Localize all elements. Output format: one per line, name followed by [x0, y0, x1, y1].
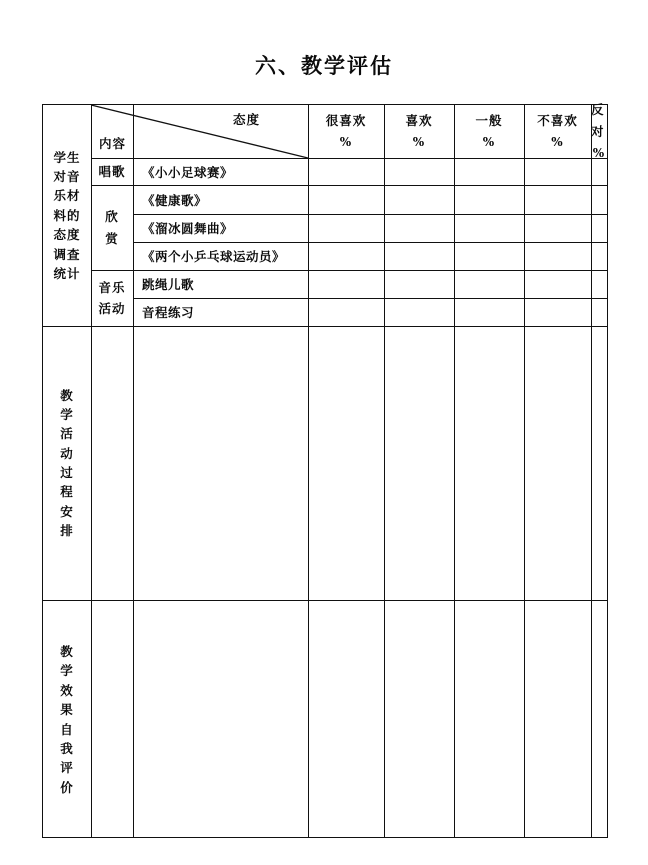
scale-label: 一般 [475, 113, 503, 129]
header-diagonal-cell [91, 105, 308, 158]
data-cell[interactable] [384, 270, 454, 298]
data-cell[interactable] [591, 242, 607, 270]
item-cell-yincheng-lianxi [133, 298, 308, 326]
label-line: 安 [60, 503, 74, 519]
label-line: 评 [60, 760, 74, 776]
data-cell[interactable] [524, 185, 591, 214]
section-label-process [43, 326, 91, 600]
data-cell[interactable] [308, 158, 384, 185]
group-label-line: 欣 [105, 209, 119, 225]
scale-label: 喜欢 [405, 113, 433, 129]
page-title: 六、教学评估 [255, 53, 393, 78]
data-cell[interactable] [384, 185, 454, 214]
label-line: 学 [60, 663, 74, 679]
label-line: 果 [60, 702, 74, 718]
item-name: 《溜冰圆舞曲》 [142, 221, 234, 236]
process-blank-group[interactable] [91, 326, 133, 600]
label-line: 动 [60, 445, 74, 461]
data-cell[interactable] [591, 270, 607, 298]
label-line: 教 [60, 644, 74, 659]
label-line: 料的 [53, 207, 81, 223]
data-cell[interactable] [524, 242, 591, 270]
item-cell-liangge-pingpang [133, 242, 308, 270]
item-name: 《小小足球赛》 [142, 164, 234, 180]
label-line: 教 [60, 387, 74, 403]
group-label-line: 音乐 [98, 279, 126, 295]
data-cell[interactable] [454, 242, 524, 270]
data-cell[interactable] [591, 158, 607, 185]
label-line: 价 [60, 779, 74, 795]
scale-label: 很喜欢 [325, 113, 367, 129]
label-line: 学 [60, 406, 74, 422]
label-line: 效 [60, 682, 74, 698]
scale-unit: % [551, 134, 564, 149]
label-line: 对音 [53, 169, 81, 185]
label-line: 调查 [53, 246, 81, 262]
label-line: 过 [60, 465, 74, 480]
data-cell[interactable] [384, 298, 454, 326]
label-line: 排 [60, 523, 74, 539]
self-eval-blank-cell[interactable] [454, 600, 524, 839]
self-eval-content-area[interactable] [133, 600, 308, 839]
scale-header-very-like [308, 105, 384, 158]
data-cell[interactable] [454, 270, 524, 298]
group-label-line: 唱歌 [98, 163, 126, 179]
self-eval-blank-cell[interactable] [591, 600, 607, 839]
label-line: 态度 [53, 227, 81, 243]
scale-header-dislike [524, 105, 591, 158]
process-blank-cell[interactable] [591, 326, 607, 600]
scale-unit: % [482, 134, 496, 149]
item-cell-tiaosheng-erge [133, 270, 308, 298]
data-cell[interactable] [524, 158, 591, 185]
scale-unit: % [592, 145, 606, 160]
item-cell-liubing-yuanwuqu [133, 214, 308, 242]
section-label-self-evaluation [43, 600, 91, 839]
item-cell-xiaoxiao-zuqiusai [133, 158, 308, 185]
process-blank-cell[interactable] [384, 326, 454, 600]
data-cell[interactable] [308, 214, 384, 242]
scale-header-like [384, 105, 454, 158]
data-cell[interactable] [308, 270, 384, 298]
data-cell[interactable] [591, 298, 607, 326]
item-name: 《两个小乒乓球运动员》 [142, 249, 286, 264]
scale-unit: % [339, 134, 353, 149]
process-blank-cell[interactable] [308, 326, 384, 600]
process-blank-cell[interactable] [524, 326, 591, 600]
data-cell[interactable] [308, 242, 384, 270]
header-attitude-label: 态度 [232, 112, 260, 127]
scale-label: 反对 [591, 102, 605, 139]
self-eval-blank-cell[interactable] [384, 600, 454, 839]
scale-unit: % [412, 134, 426, 149]
data-cell[interactable] [454, 158, 524, 185]
data-cell[interactable] [524, 298, 591, 326]
data-cell[interactable] [454, 214, 524, 242]
group-cell-music-activity [91, 270, 133, 326]
label-line: 活 [60, 426, 74, 442]
item-name: 《健康歌》 [142, 192, 208, 208]
header-content-label: 内容 [99, 136, 127, 151]
group-label-line: 活动 [98, 301, 126, 316]
data-cell[interactable] [454, 185, 524, 214]
data-cell[interactable] [308, 185, 384, 214]
data-cell[interactable] [308, 298, 384, 326]
data-cell[interactable] [454, 298, 524, 326]
group-label-line: 赏 [105, 230, 119, 246]
label-line: 自 [60, 721, 74, 737]
data-cell[interactable] [384, 242, 454, 270]
scale-header-neutral [454, 105, 524, 158]
data-cell[interactable] [524, 270, 591, 298]
process-blank-cell[interactable] [454, 326, 524, 600]
section-label-survey [43, 105, 91, 326]
process-content-area[interactable] [133, 326, 308, 600]
self-eval-blank-cell[interactable] [308, 600, 384, 839]
group-cell-singing [91, 158, 133, 185]
teaching-evaluation-table [42, 104, 608, 838]
scale-header-oppose [591, 102, 607, 160]
label-line: 乐材 [53, 188, 81, 204]
scale-label: 不喜欢 [537, 113, 578, 129]
data-cell[interactable] [591, 185, 607, 214]
label-line: 我 [60, 740, 74, 756]
item-name: 音程练习 [142, 305, 195, 320]
self-eval-blank-group[interactable] [91, 600, 133, 839]
item-cell-jiankangge [133, 185, 308, 214]
self-eval-blank-cell[interactable] [524, 600, 591, 839]
label-line: 统计 [53, 265, 81, 281]
label-line: 学生 [53, 149, 81, 165]
data-cell[interactable] [384, 158, 454, 185]
label-line: 程 [60, 484, 74, 500]
data-cell[interactable] [591, 214, 607, 242]
item-name: 跳绳儿歌 [142, 277, 195, 292]
data-cell[interactable] [524, 214, 591, 242]
data-cell[interactable] [384, 214, 454, 242]
group-cell-appreciation [91, 185, 133, 270]
